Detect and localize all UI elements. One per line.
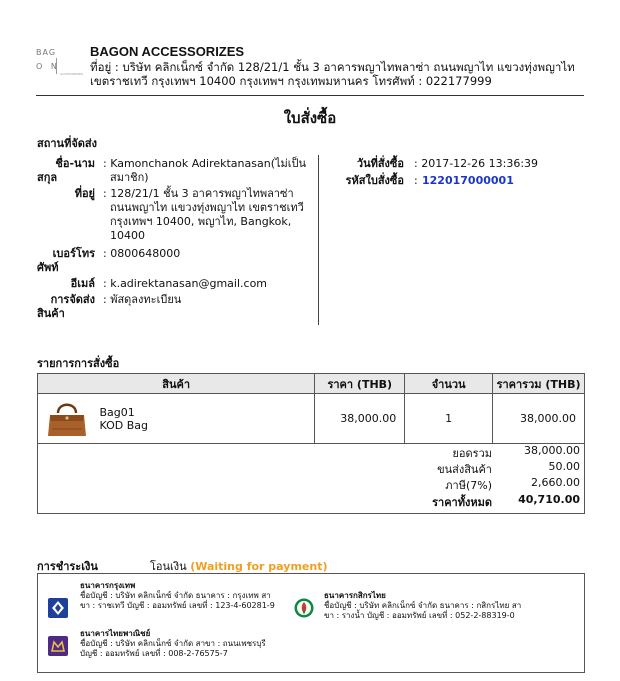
delivery-label-line2: สินค้า xyxy=(37,307,65,320)
company-address-line2: เขตราชเทวี กรุงเทพฯ 10400 กรุงเทพฯ กรุงเทพมหานคร โทรศัพท์ : 022177999 xyxy=(90,74,492,88)
phone-label: เบอร์โทร xyxy=(52,247,95,260)
bank-account-line2: ขา : ราชเทวี บัญชี : ออมทรัพย์ เลขที่ : 123-4-60281-9 xyxy=(80,601,275,610)
subtotal-label: ยอดรวม xyxy=(452,447,492,460)
delivery-value: : พัสดุลงทะเบียน xyxy=(103,293,182,306)
shipping-fee-label: ขนส่งสินค้า xyxy=(437,463,492,476)
shipping-fee-value: 50.00 xyxy=(548,460,580,473)
order-code-value: 122017000001 xyxy=(422,174,514,187)
grand-total-value: 40,710.00 xyxy=(518,493,580,506)
company-address xyxy=(90,60,586,88)
delivery-label: การจัดส่ง xyxy=(50,293,95,306)
document-header xyxy=(36,44,584,96)
column-header-total: ราคารวม (THB) xyxy=(493,374,585,394)
name-value-line2: สมาชิก) xyxy=(110,171,149,184)
bank-name: ธนาคารกรุงเทพ xyxy=(80,581,136,590)
logo-text-top: BAG xyxy=(36,48,57,57)
bank-account-line1: ชื่อบัญชี : บริษัท คลิกเน็กซ์ จำกัด ธนาคาร : กสิกรไทย สา xyxy=(324,601,522,610)
product-price: 38,000.00 xyxy=(315,394,405,444)
bank-account-line2: บัญชี : ออมทรัพย์ เลขที่ : 008-2-76575-7 xyxy=(80,649,228,658)
tax-value: 2,660.00 xyxy=(531,476,580,489)
bank-accounts-box xyxy=(37,573,585,673)
shipping-fee-row xyxy=(38,460,586,474)
bank-entry-scb xyxy=(80,629,266,659)
info-divider xyxy=(318,155,319,325)
grand-total-label: ราคาทั้งหมด xyxy=(432,496,492,509)
product-total: 38,000.00 xyxy=(493,394,585,444)
subtotal-row xyxy=(38,444,586,458)
order-info xyxy=(330,155,580,195)
email-value: : k.adirektanasan@gmail.com xyxy=(103,277,268,290)
shipping-section-title: สถานที่จัดส่ง xyxy=(37,137,97,150)
bank-account-line1: ชื่อบัญชี : บริษัท คลิกเน็กซ์ จำกัด ธนาคาร : กรุงเทพ สา xyxy=(80,591,271,600)
product-name: Bag01 xyxy=(99,405,135,419)
bank-account-line2: ขา : รางน้ำ บัญชี : ออมทรัพย์ เลขที่ : 052-2-88319-0 xyxy=(324,611,515,620)
bank-name: ธนาคารไทยพาณิชย์ xyxy=(80,629,151,638)
phone-value: : 0800648000 xyxy=(103,247,181,260)
document-title: ใบสั่งซื้อ xyxy=(283,109,337,127)
company-address-line1: ที่อยู่ : บริษัท คลิกเน็กซ์ จำกัด 128/21/1 ชั้น 3 อาคารพญาไทพลาซ่า ถนนพญาไท แขวงทุ่งพญาไท xyxy=(90,60,575,74)
shipping-info xyxy=(37,155,317,325)
product-code: KOD Bag xyxy=(99,418,149,432)
bank-name: ธนาคารกสิกรไทย xyxy=(324,591,386,600)
order-date-value: : 2017-12-26 13:36:39 xyxy=(414,157,539,170)
logo-tagline: ACCESSORIZES xyxy=(60,72,84,76)
phone-label-line2: ศัพท์ xyxy=(37,261,59,274)
payment-status: (Waiting for payment) xyxy=(190,560,328,573)
tax-row xyxy=(38,476,586,490)
address-value-line2: ถนนพญาไท แขวงทุ่งพญาไท เขตราชเทวี xyxy=(110,201,304,214)
address-value-line3: กรุงเทพฯ 10400, พญาไท, Bangkok, xyxy=(110,215,292,228)
column-header-qty: จำนวน xyxy=(405,374,493,394)
address-label: ที่อยู่ xyxy=(74,187,95,200)
product-qty: 1 xyxy=(405,394,493,444)
company-logo xyxy=(36,48,84,76)
column-header-price: ราคา (THB) xyxy=(315,374,405,394)
name-label: ชื่อ-นาม xyxy=(55,157,95,170)
company-name: BAGON ACCESSORIZES xyxy=(90,44,245,59)
table-row xyxy=(38,394,585,444)
scb-bank-icon xyxy=(48,636,68,656)
order-items-table xyxy=(37,373,585,444)
order-totals xyxy=(37,443,585,514)
payment-method-value: โอนเงิน xyxy=(150,560,187,573)
subtotal-value: 38,000.00 xyxy=(524,444,580,457)
order-code-colon: : xyxy=(414,174,418,187)
bangkok-bank-icon xyxy=(48,598,68,618)
product-bag-image xyxy=(46,399,88,439)
product-cell xyxy=(38,394,315,444)
bank-account-line1: ชื่อบัญชี : บริษัท คลิกเน็กซ์ จำกัด สาขา : ถนนเพชรบุรี xyxy=(80,639,266,648)
bank-entry-kasikorn xyxy=(324,591,521,621)
kasikorn-bank-icon xyxy=(294,598,314,618)
order-code-label: รหัสใบสั่งซื้อ xyxy=(345,174,404,187)
name-label-line2: สกุล xyxy=(37,171,58,184)
bank-entry-bangkok xyxy=(80,581,275,611)
tax-label: ภาษี(7%) xyxy=(445,479,492,492)
name-value: : Kamonchanok Adirektanasan(ไม่เป็น xyxy=(103,157,307,170)
product-text xyxy=(100,406,149,432)
logo-text-bottom: O N xyxy=(36,62,60,71)
items-section-title: รายการการสั่งซื้อ xyxy=(37,357,120,370)
payment-label: การชำระเงิน xyxy=(37,560,98,573)
table-header-row xyxy=(38,374,585,394)
column-header-product: สินค้า xyxy=(38,374,315,394)
grand-total-row xyxy=(38,493,586,507)
address-value-line1: : 128/21/1 ชั้น 3 อาคารพญาไทพลาซ่า xyxy=(103,187,294,200)
address-value-line4: 10400 xyxy=(110,229,145,242)
order-date-label: วันที่สั่งซื้อ xyxy=(356,157,404,170)
email-label: อีเมล์ xyxy=(70,277,95,290)
